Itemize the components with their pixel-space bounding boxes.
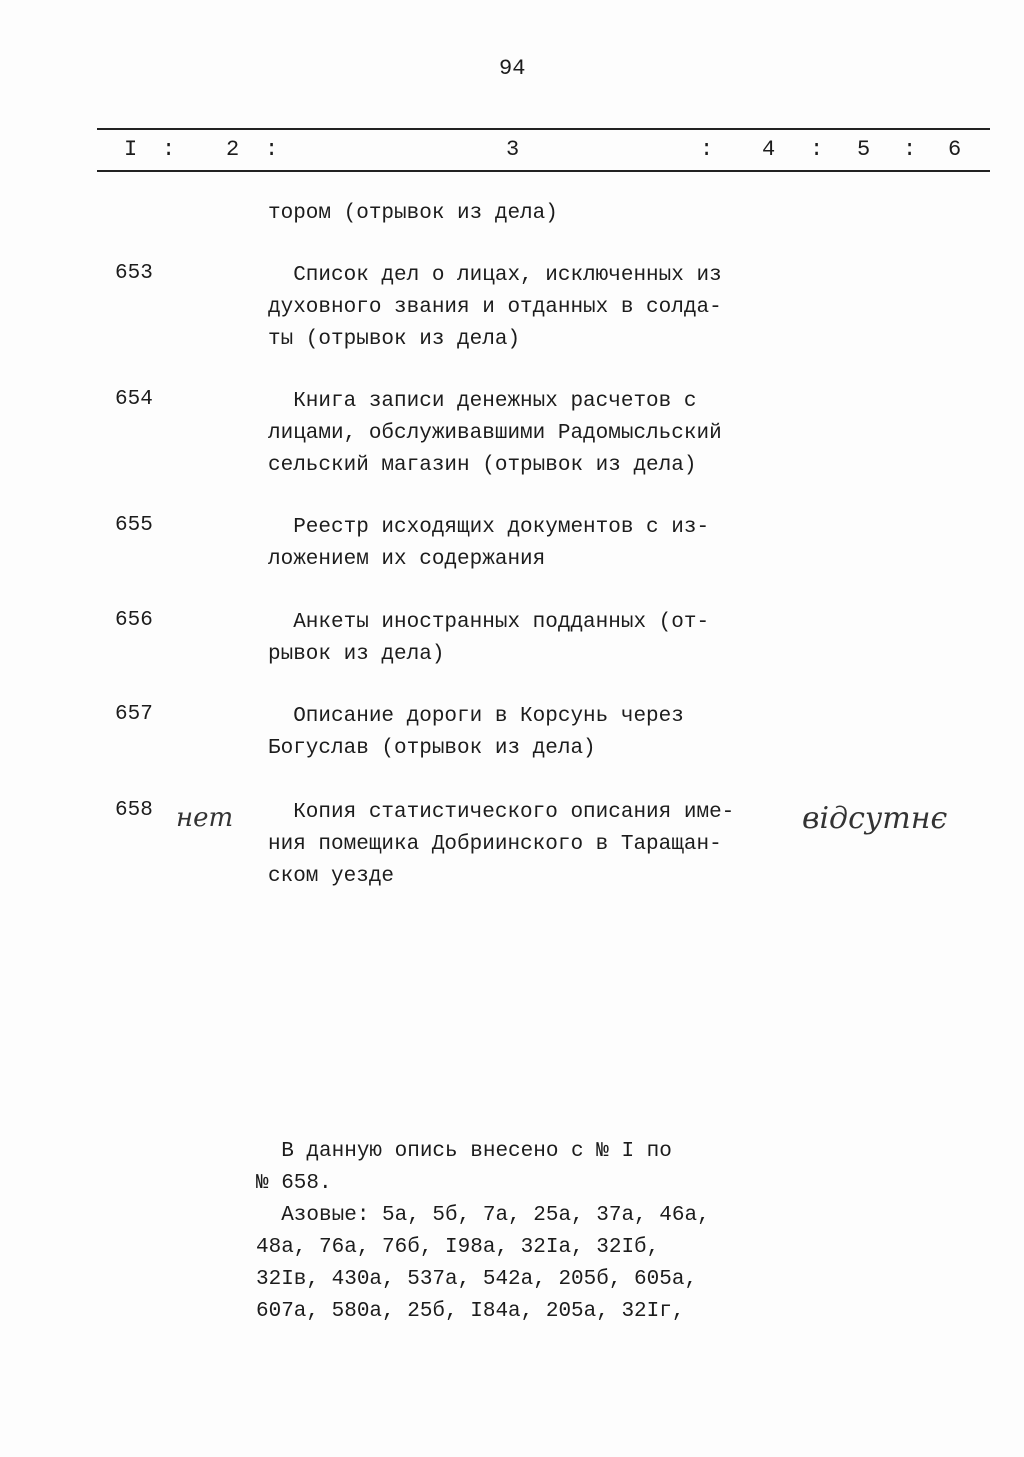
entry-title-line: Богуслав (отрывок из дела) xyxy=(268,737,596,760)
handwritten-note-right: відсутнє xyxy=(802,801,948,836)
handwritten-note-left: нет xyxy=(176,803,234,833)
column-separator: : xyxy=(903,137,917,162)
column-separator: : xyxy=(265,137,279,162)
column-separator: : xyxy=(162,137,176,162)
footer-line: № 658. xyxy=(256,1172,332,1195)
footer-line: Азовые: 5а, 5б, 7а, 25а, 37а, 46а, xyxy=(256,1204,710,1227)
entry-number: 656 xyxy=(115,609,153,632)
entry-title-line: Описание дороги в Корсунь через xyxy=(268,705,684,728)
entry-title-line: Анкеты иностранных подданных (от- xyxy=(268,611,710,634)
page-number: 94 xyxy=(499,56,526,81)
footer-note xyxy=(256,1136,710,1328)
footer-line: В данную опись внесено с № I по xyxy=(256,1140,672,1163)
column-header-1: I xyxy=(124,137,138,162)
column-header-4: 4 xyxy=(762,137,776,162)
entry-title-line: Реестр исходящих документов с из- xyxy=(268,516,710,539)
entry-title-line: Книга записи денежных расчетов с xyxy=(268,390,697,413)
entry-title-line: Список дел о лицах, исключенных из xyxy=(268,264,722,287)
entry-title-line: ты (отрывок из дела) xyxy=(268,328,521,351)
footer-line: 32Iв, 430а, 537а, 542а, 205б, 605а, xyxy=(256,1268,698,1291)
column-header-5: 5 xyxy=(857,137,871,162)
entry-number: 658 xyxy=(115,799,153,822)
entry-title-line: сельский магазин (отрывок из дела) xyxy=(268,454,697,477)
entry-title-line: ния помещика Добриинского в Таращан- xyxy=(268,833,722,856)
column-separator: : xyxy=(810,137,824,162)
entry-number: 653 xyxy=(115,262,153,285)
footer-line: 48а, 76а, 76б, I98а, 32Iа, 32Iб, xyxy=(256,1236,660,1259)
entry-number: 654 xyxy=(115,388,153,411)
header-top-rule xyxy=(97,128,990,130)
entry-title-line: лицами, обслуживавшими Радомысльский xyxy=(268,422,722,445)
continuation-text: тором (отрывок из дела) xyxy=(268,202,558,225)
entry-title-line: рывок из дела) xyxy=(268,643,445,666)
column-separator: : xyxy=(700,137,714,162)
column-header-2: 2 xyxy=(226,137,240,162)
entry-number: 655 xyxy=(115,514,153,537)
entry-title-line: ложением их содержания xyxy=(268,548,546,571)
footer-line: 607а, 580а, 25б, I84а, 205а, 32Iг, xyxy=(256,1300,685,1323)
entry-number: 657 xyxy=(115,703,153,726)
header-bottom-rule xyxy=(97,170,990,172)
column-header-3: 3 xyxy=(506,137,520,162)
entry-title-line: Копия статистического описания име- xyxy=(268,801,735,824)
column-header-6: 6 xyxy=(948,137,962,162)
entry-title-line: духовного звания и отданных в солда- xyxy=(268,296,722,319)
entry-title-line: ском уезде xyxy=(268,865,395,888)
